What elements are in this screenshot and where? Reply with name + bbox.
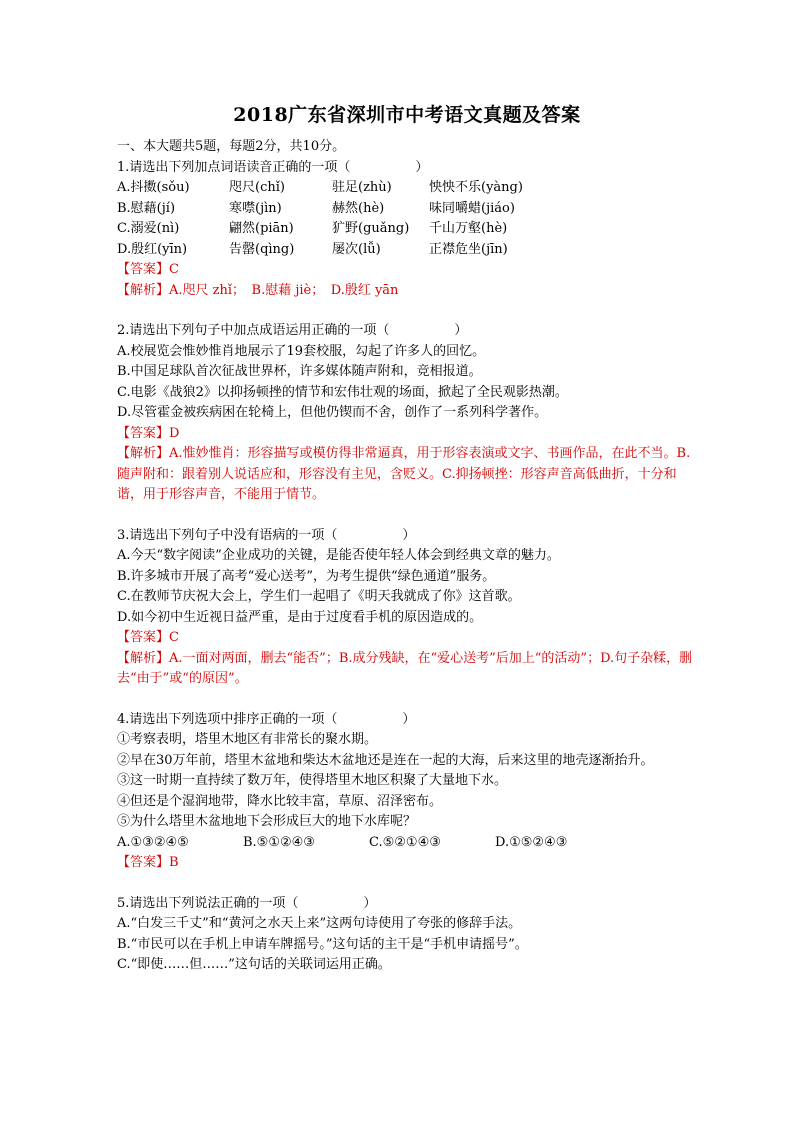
question-2-option-c: C.电影《战狼2》以抑扬顿挫的情节和宏伟壮观的场面，掀起了全民观影热潮。	[117, 384, 568, 400]
question-1-answer: 【答案】C	[117, 262, 179, 277]
option-word: 咫尺(chǐ)	[229, 180, 285, 195]
question-4-answer: 【答案】B	[117, 855, 179, 870]
spacer	[117, 874, 697, 894]
question-5-option-c: C.“即使……但……”这句话的关联词运用正确。	[117, 957, 391, 972]
option-word: 翩然(piān)	[229, 221, 294, 236]
option-d: D.①⑤②④③	[495, 834, 568, 850]
question-2-answer: 【答案】D	[117, 425, 180, 441]
question-2-option-b: B.中国足球队首次征战世界杯，许多媒体随声附和，竞相报道。	[117, 364, 482, 379]
option-word: B.慰藉(jí)	[117, 200, 176, 216]
question-2-option-a: A.校展览会惟妙惟肖地展示了19套校服，勾起了许多人的回忆。	[117, 343, 486, 359]
option-word: D.殷红(yīn)	[117, 241, 188, 257]
question-4-sentence-3: ③这一时期一直持续了数万年，使得塔里木地区积聚了大量地下水。	[117, 773, 508, 788]
question-3-analysis: 【解析】A.一面对两面，删去“能否”；B.成分残缺，在“爱心送考”后加上“的活动”；D.句子杂糅，删去“由于”或“的原因”。	[117, 650, 693, 686]
option-a: A.①③②④⑤	[117, 834, 189, 850]
spacer	[117, 301, 697, 321]
question-4-sentence-1: ①考察表明，塔里木地区有非常长的聚水期。	[117, 732, 378, 747]
question-3-stem: 3.请选出下列句子中没有语病的一项（ ）	[117, 527, 416, 543]
question-1-stem: 1.请选出下列加点词语读音正确的一项（ ）	[117, 159, 429, 175]
question-3-option-b: B.许多城市开展了高考“爱心送考”，为考生提供“绿色通道”服务。	[117, 568, 496, 584]
question-5-stem: 5.请选出下列说法正确的一项（ ）	[117, 895, 377, 911]
question-1-analysis: 【解析】A.咫尺 zhǐ； B.慰藉 jiè； D.殷红 yān	[117, 282, 399, 298]
question-5-option-b: B.“市民可以在手机上申请车牌摇号。”这句话的主干是“手机申请摇号”。	[117, 936, 528, 952]
option-word: 赫然(hè)	[332, 200, 385, 216]
option-word: 屡次(lǚ)	[332, 241, 381, 257]
option-word: C.溺爱(nì)	[117, 221, 180, 236]
option-word: 怏怏不乐(yàng)	[429, 180, 523, 195]
option-word: 味同嚼蜡(jiáo)	[429, 200, 515, 216]
option-b: B.⑤①②④③	[243, 834, 315, 850]
question-4-sentence-2: ②早在30万年前，塔里木盆地和柴达木盆地还是连在一起的大海，后来这里的地壳逐渐抬升。	[117, 752, 654, 768]
question-4-options	[117, 833, 697, 854]
question-2-stem: 2.请选出下列句子中加点成语运用正确的一项（ ）	[117, 323, 468, 338]
question-1-row-d	[117, 240, 697, 261]
question-4-sentence-4: ④但还是个湿润地带，降水比较丰富，草原、沼泽密布。	[117, 793, 443, 809]
question-3-option-c: C.在教师节庆祝大会上，学生们一起唱了《明天我就成了你》这首歌。	[117, 589, 521, 604]
question-3-option-d: D.如今初中生近视日益严重，是由于过度看手机的原因造成的。	[117, 609, 483, 625]
option-word: 告罄(qìng)	[229, 241, 295, 257]
question-1-row-c	[117, 219, 697, 240]
option-word: 正襟危坐(jīn)	[429, 241, 508, 257]
document-page	[117, 100, 697, 976]
question-3-answer: 【答案】C	[117, 630, 179, 645]
question-4-sentence-5: ⑤为什么塔里木盆地地下会形成巨大的地下水库呢？	[117, 814, 417, 829]
question-1-row-a	[117, 178, 697, 199]
question-4-stem: 4.请选出下列选项中排序正确的一项（ ）	[117, 711, 416, 727]
option-word: 寒噤(jìn)	[229, 200, 282, 216]
page-title: 2018广东省深圳市中考语文真题及答案	[233, 104, 581, 126]
question-1-row-b	[117, 199, 697, 220]
question-2-analysis: 【解析】A.惟妙惟肖：形容描写或模仿得非常逼真，用于形容表演或文字、书画作品，在此不当。B.随声附和：跟着别人说话应和，形容没有主见，含贬义。C.抑扬顿挫：形容声音高低曲折，十分和谐，用于形容声音，不能用于情节。	[117, 446, 691, 502]
spacer	[117, 690, 697, 710]
section-heading: 一、本大题共5题，每题2分，共10分。	[117, 139, 346, 154]
option-word: 驻足(zhù)	[332, 180, 392, 195]
option-word: 千山万壑(hè)	[429, 221, 508, 236]
question-3-option-a: A.今天“数字阅读”企业成功的关键，是能否使年轻人体会到经典文章的魅力。	[117, 548, 560, 563]
option-word: A.抖擞(sǒu)	[117, 180, 190, 195]
question-2-option-d: D.尽管霍金被疾病困在轮椅上，但他仍锲而不舍，创作了一系列科学著作。	[117, 405, 548, 420]
question-5-option-a: A.“白发三千丈”和“黄河之水天上来”这两句诗使用了夸张的修辞手法。	[117, 916, 522, 931]
spacer	[117, 506, 697, 526]
option-c: C.⑤②①④③	[369, 834, 441, 850]
option-word: 犷野(guǎng)	[332, 221, 410, 236]
